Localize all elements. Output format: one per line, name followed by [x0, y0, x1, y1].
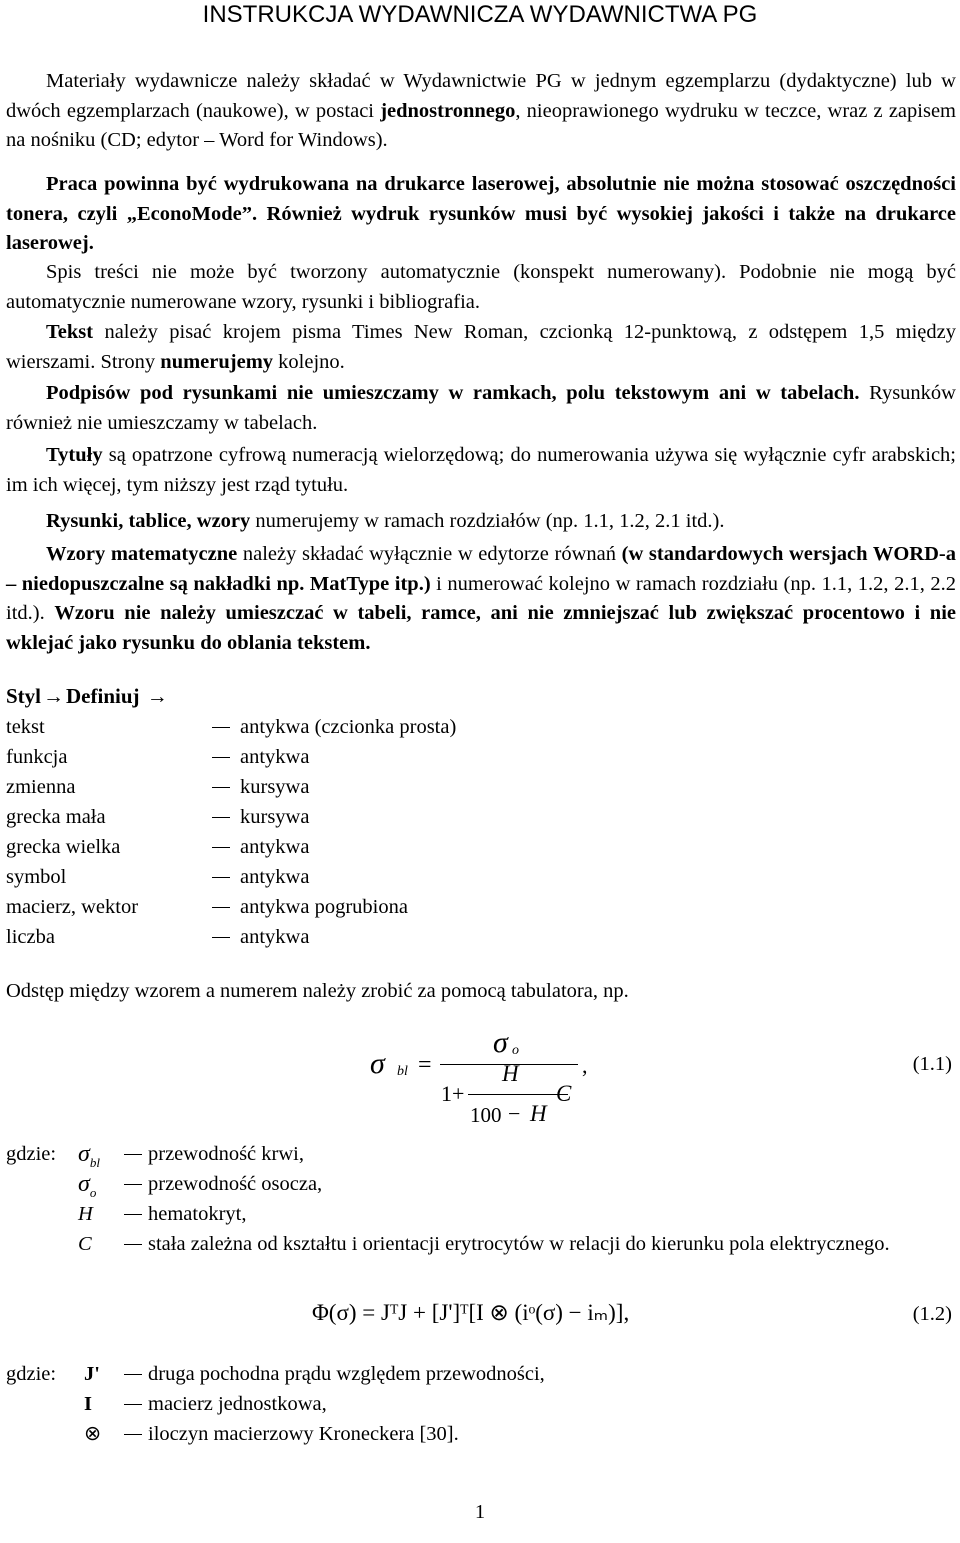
style-row: grecka wielka antykwa	[6, 836, 310, 858]
style-define-header: Styl→Definiuj →	[6, 684, 168, 708]
dash-icon	[212, 847, 230, 849]
legend-eq-1-1: gdzie: $\sigma_{bl}$ przewodność krwi, $\sigma_o$ przewodność osocza, H hematokryt, C stała zależna od kształtu i orientacji erytrocytów w relacji do kierunku pola elektrycznego.	[6, 1141, 890, 1255]
dash-icon	[124, 1154, 142, 1156]
page-title: INSTRUKCJA WYDAWNICZA WYDAWNICTWA PG	[202, 1, 758, 28]
dash-icon	[124, 1404, 142, 1406]
dash-icon	[212, 817, 230, 819]
tab-note: Odstęp między wzorem a numerem należy zrobić za pomocą tabulatora, np.	[6, 980, 629, 1002]
dash-icon	[124, 1244, 142, 1246]
paragraph-font: Tekst należy pisać krojem pisma Times New Roman, czcionką 12-punktową, z odstępem 1,5 między wierszami. Strony numerujemy kolejno.	[6, 321, 956, 373]
kronecker-icon: ⊗	[84, 1423, 102, 1445]
dash-icon	[212, 907, 230, 909]
dash-icon	[212, 757, 230, 759]
arrow-icon: →	[43, 684, 65, 708]
paragraph-printing: Praca powinna być wydrukowana na drukarce laserowej, absolutnie nie można stosować oszczędności tonera, czyli „EconoMode”. Również wydruk rysunków musi być wysokiej jakości i także na drukarce laserowej.	[6, 173, 956, 254]
dash-icon	[212, 877, 230, 879]
style-row: funkcja antykwa	[6, 746, 310, 768]
dash-icon	[124, 1214, 142, 1216]
paragraph-equations: Wzory matematyczne należy składać wyłącznie w edytorze równań (w standardowych wersjach WORD-a – niedopuszczalne są nakładki np. MatType itp.) i numerować kolejno w ramach rozdziału (np. 1.1, 1.2, 2.1, 2.2 itd.). Wzoru nie należy umieszczać w tabeli, ramce, ani nie zmniejszać lub zwiększać procentowo i nie wklejać jako rysunku do oblania tekstem.	[6, 543, 957, 654]
document-page: INSTRUKCJA WYDAWNICZA WYDAWNICTWA PG Materiały wydawnicze należy składać w Wydawnictwie PG w jednym egzemplarzu (dydaktyczne) lub w dwóch egzemplarzach (naukowe), w postaci jednostronnego, nieoprawionego wydruku w teczce, wraz z zapisem na nośniku (CD; edytor – Word for Windows). Praca powinna być wydrukowana na drukarce laserowej, absolutnie nie można stosować oszczędności tonera, czyli „EconoMode”. Również wydruk rysunków musi być wysokiej jakości i także na drukarce laserowej. Spis treści nie może być tworzony automatycznie (konspekt numerowany). Podobnie nie mogą być automatycznie numerowane wzory, rysunki i bibliografia. Tekst należy pisać krojem pisma Times New Roman, czcionką 12-punktową, z odstępem 1,5 między wierszami. Strony numerujemy kolejno. Podpisów pod rysunkami nie umieszczamy w ramkach, polu tekstowym ani w tabelach. Rysunków również nie umieszczamy w tabelach. Tytuły są opatrzone cyfrową numeracją wielorzędową; do numerowania używa się wyłącznie cyfr arabskich; im ich więcej, tym niższy jest rząd tytułu. Rysunki, tablice, wzory numerujemy w ramach rozdziałów (np. 1.1, 1.2, 2.1 itd.). Wzory matematyczne należy składać wyłącznie w edytorze równań (w standardowych wersjach WORD-a – niedopuszczalne są nakładki np. MatType itp.) i numerować kolejno w ramach rozdziału (np. 1.1, 1.2, 2.1, 2.2 itd.). Wzoru nie należy umieszczać w tabeli, ramce, ani nie zmniejszać lub zwiększać procentowo i nie wklejać jako rysunku do oblania tekstem. Styl→Definiuj → tekst antykwa (czcionka prosta) funkcja antykwa zmienna kursywa grecka mała kursywa grecka wielka antykwa symbol antykwa macierz, wektor antykwa pogrubiona liczba antykwa Odstęp między wzorem a numerem należy zrobić za pomocą tabulatora, np. σ bl = σ o H 1+ C 100 − H , (1.1) gdzie: $\sigma_{bl}$ przewodność krwi, $\sigma_o$ przewodność osocza, H hematokryt, C stała zależna od kształtu i orientacji erytrocytów w relacji do kierunku pola elektrycznego. Φ(σ) = JᵀJ + [J']ᵀ[I ⊗ (iᵒ(σ) − iₘ)], (1.2) gdzie: J' druga pochodna prądu względem przewodności, I macierz jednostkowa, ⊗ iloczyn macierzowy Kroneckera [30]. 1	[0, 0, 960, 1543]
style-row: liczba antykwa	[6, 926, 310, 948]
style-row: grecka mała kursywa	[6, 806, 310, 828]
dash-icon	[212, 727, 230, 729]
paragraph-captions: Podpisów pod rysunkami nie umieszczamy w ramkach, polu tekstowym ani w tabelach. Rysunków również nie umieszczamy w tabelach.	[6, 382, 956, 434]
legend-eq-1-2: gdzie: J' druga pochodna prądu względem przewodności, I macierz jednostkowa, ⊗ iloczyn macierzowy Kroneckera [30].	[6, 1360, 960, 1460]
dash-icon	[212, 787, 230, 789]
equation-number: (1.1)	[912, 1053, 952, 1075]
style-row: symbol antykwa	[6, 866, 310, 888]
style-table	[6, 713, 706, 953]
dash-icon	[212, 937, 230, 939]
paragraph-submission: Materiały wydawnicze należy składać w Wydawnictwie PG w jednym egzemplarzu (dydaktyczne) lub w dwóch egzemplarzach (naukowe), w postaci jednostronnego, nieoprawionego wydruku w teczce, wraz z zapisem na nośniku (CD; edytor – Word for Windows).	[6, 70, 956, 151]
paragraph-numbering: Rysunki, tablice, wzory numerujemy w ramach rozdziałów (np. 1.1, 1.2, 2.1 itd.).	[46, 510, 725, 532]
style-row: macierz, wektor antykwa pogrubiona	[6, 896, 408, 918]
arrow-icon: →	[146, 684, 168, 708]
dash-icon	[124, 1434, 142, 1436]
fraction-bar	[468, 1094, 568, 1095]
paragraph-toc: Spis treści nie może być tworzony automatycznie (konspekt numerowany). Podobnie nie mogą być automatycznie numerowane wzory, rysunki i bibliografia.	[6, 261, 956, 313]
dash-icon	[124, 1374, 142, 1376]
style-row: tekst antykwa (czcionka prosta)	[6, 716, 457, 738]
style-row: zmienna kursywa	[6, 776, 310, 798]
equation-number: (1.2)	[912, 1303, 952, 1325]
dash-icon	[124, 1184, 142, 1186]
page-number: 1	[474, 1501, 486, 1523]
paragraph-titles: Tytuły są opatrzone cyfrową numeracją wielorzędową; do numerowania używa się wyłącznie cyfr arabskich; im ich więcej, tym niższy jest rząd tytułu.	[6, 444, 956, 496]
